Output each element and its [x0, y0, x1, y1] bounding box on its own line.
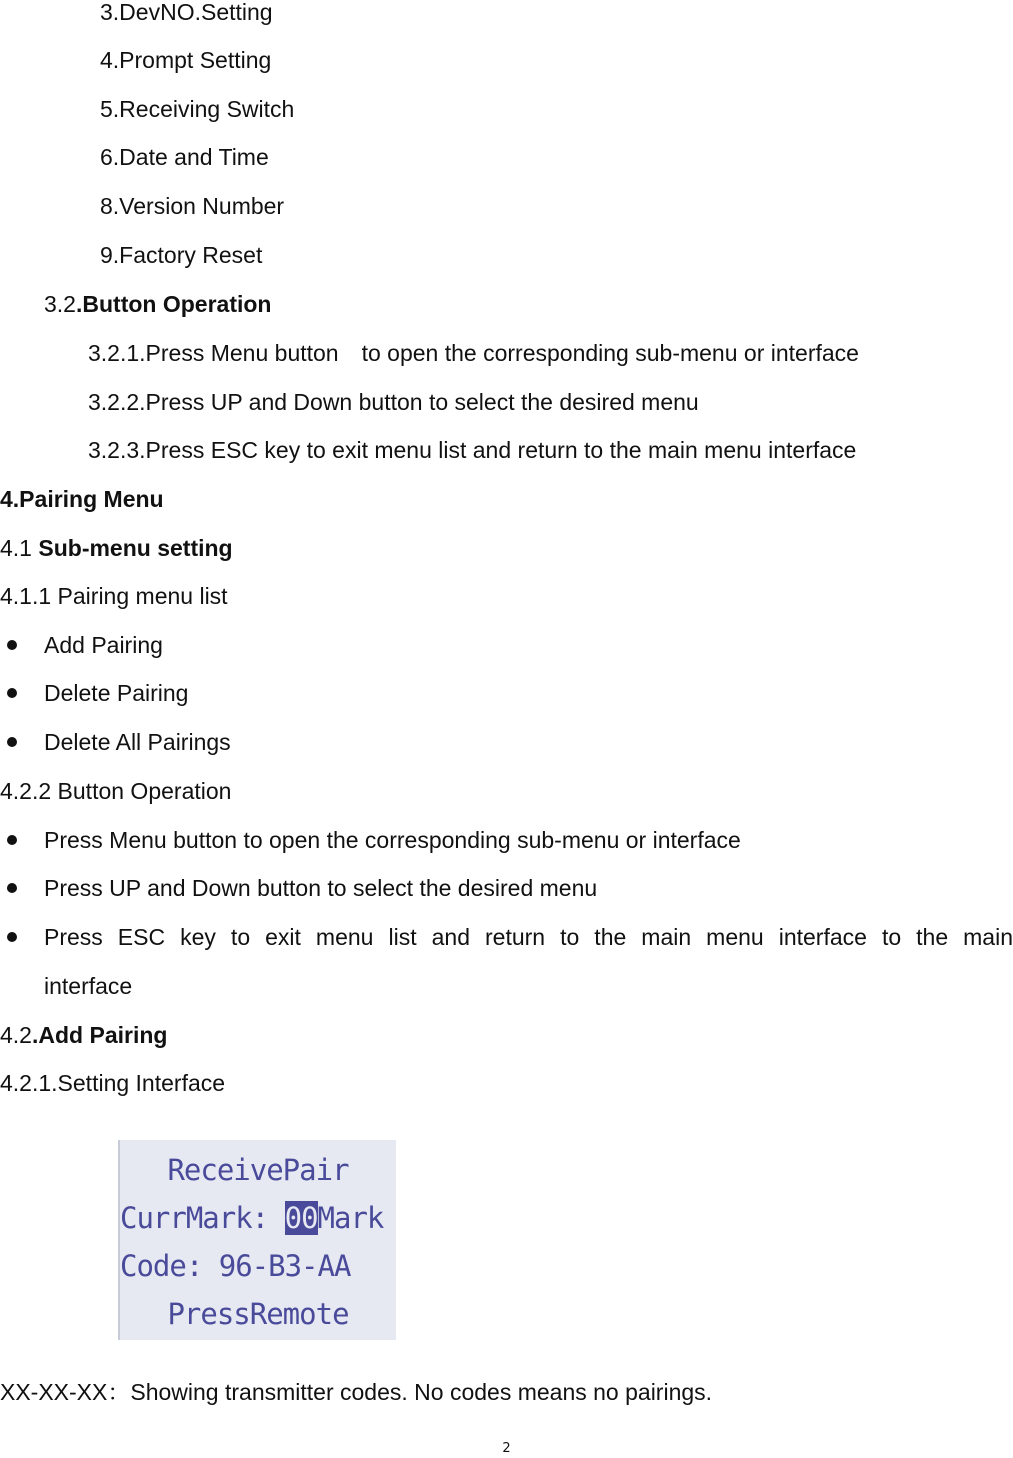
menu-item-version-number: 8.Version Number	[100, 193, 285, 219]
section-3-2-title: .Button Operation	[75, 291, 272, 317]
section-4-2-1-heading: 4.2.1.Setting Interface	[0, 1070, 226, 1096]
bullet-icon	[7, 688, 17, 698]
lcd-line-code: Code: 96-B3-AA	[120, 1249, 351, 1283]
list-item-delete-all-pairings: Delete All Pairings	[44, 729, 231, 755]
bullet-icon	[7, 640, 17, 650]
menu-item-factory-reset: 9.Factory Reset	[100, 242, 263, 268]
lcd-screen-photo	[118, 1140, 396, 1340]
list-item-press-esc: Press ESC key to exit menu list and return to the main menu interface to the main	[44, 924, 1013, 950]
section-4-2-2-heading: 4.2.2 Button Operation	[0, 778, 232, 804]
bullet-icon	[7, 835, 17, 845]
lcd-line-currmark	[120, 1198, 396, 1238]
step-3-2-1: 3.2.1.Press Menu button to open the corresponding sub-menu or interface	[88, 340, 859, 366]
menu-item-prompt-setting: 4.Prompt Setting	[100, 47, 272, 73]
section-4-1-heading	[0, 534, 233, 562]
lcd-currmark-label: CurrMark:	[120, 1201, 285, 1235]
lcd-currmark-value: 00	[284, 1201, 318, 1235]
list-item-delete-pairing: Delete Pairing	[44, 680, 189, 706]
section-4-heading: 4.Pairing Menu	[0, 486, 164, 512]
lcd-line-title: ReceivePair	[167, 1153, 349, 1187]
step-3-2-2: 3.2.2.Press UP and Down button to select the desired menu	[88, 389, 699, 415]
section-4-1-1-heading: 4.1.1 Pairing menu list	[0, 583, 228, 609]
bullet-icon	[7, 883, 17, 893]
list-item-add-pairing: Add Pairing	[44, 632, 163, 658]
page-number: 2	[502, 1441, 511, 1456]
section-4-1-title: Sub-menu setting	[38, 535, 233, 561]
list-item-press-up-down: Press UP and Down button to select the desired menu	[44, 875, 598, 901]
section-4-2-heading	[0, 1021, 167, 1049]
bullet-icon	[7, 737, 17, 747]
list-item-press-esc-continued: interface	[44, 973, 133, 999]
section-4-2-title: .Add Pairing	[31, 1022, 168, 1048]
step-3-2-3: 3.2.3.Press ESC key to exit menu list and return to the main menu interface	[88, 437, 857, 463]
section-3-2-heading	[44, 290, 271, 318]
menu-item-date-and-time: 6.Date and Time	[100, 144, 269, 170]
lcd-line-press-remote: PressRemote	[167, 1297, 349, 1331]
section-3-2-number: 3.2	[44, 291, 76, 317]
menu-item-receiving-switch: 5.Receiving Switch	[100, 96, 295, 122]
bullet-icon	[7, 932, 17, 942]
section-4-1-number: 4.1	[0, 535, 39, 561]
caption: XX-XX-XX：Showing transmitter codes. No codes means no pairings.	[0, 1379, 713, 1405]
section-4-2-number: 4.2	[0, 1022, 32, 1048]
list-item-press-menu: Press Menu button to open the corresponding sub-menu or interface	[44, 827, 741, 853]
menu-item-devno-setting: 3.DevNO.Setting	[100, 0, 273, 25]
lcd-currmark-suffix: Mark	[317, 1201, 384, 1235]
